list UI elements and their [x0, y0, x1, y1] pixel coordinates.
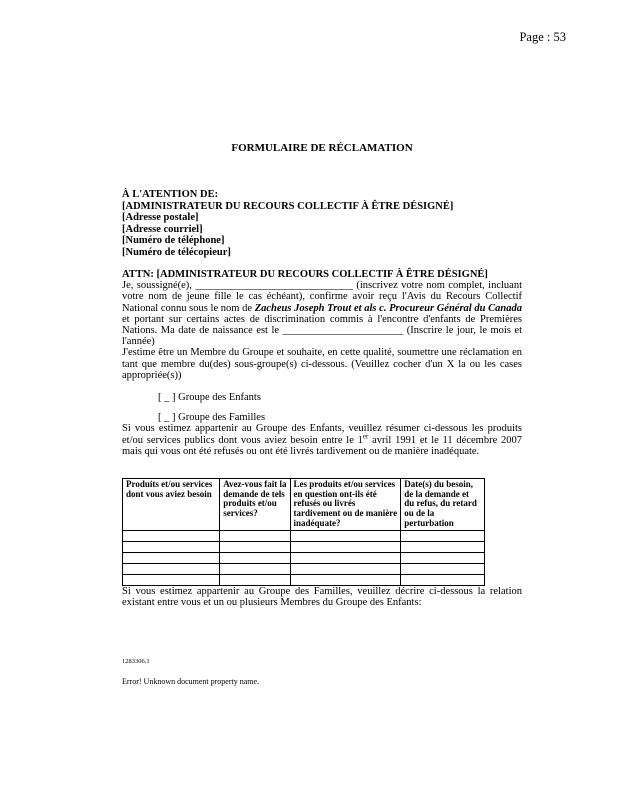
claims-table-empty-cell [401, 564, 485, 575]
identity-after-case-text: et portant sur certains actes de discrimination commis à l'encontre d'enfants de Premières Nations. Ma date de naissance est le [122, 313, 522, 336]
children-group-label: Groupe des Enfants [178, 391, 261, 403]
option-families-group [158, 412, 522, 423]
address-line-postal: [Adresse postale] [122, 212, 199, 224]
birthdate-hint: (Inscrire le jour, le mois et l'année) [122, 324, 522, 348]
ordinal-superscript: er [362, 432, 369, 441]
claims-table-header [123, 479, 485, 531]
address-line-phone: [Numéro de téléphone] [122, 235, 225, 247]
address-line-email: [Adresse courriel] [122, 223, 203, 235]
claims-table-empty-cell [123, 531, 220, 542]
attn-line: ATTN: [ADMINISTRATEUR DU RECOURS COLLECTIF À ÊTRE DÉSIGNÉ] [122, 268, 488, 280]
claims-table-empty-cell [123, 553, 220, 564]
page-content [122, 0, 522, 609]
identity-confirmation-text: (inscrivez votre nom complet, incluant votre nom de jeune fille le cas échéant), confirme avoir reçu l'Avis du Recours Collectif National connu sous le nom de [122, 280, 523, 314]
families-group-label: Groupe des Familles [178, 412, 266, 424]
attention-line: À L'ATENTION DE: [122, 189, 219, 200]
claims-table-empty-cell [123, 575, 220, 586]
claims-table-empty-cell [220, 564, 290, 575]
claims-table-empty-cell [123, 564, 220, 575]
claims-table-empty-cell [401, 575, 485, 586]
claims-table-header-row [123, 479, 485, 531]
claims-table-empty-row [123, 553, 485, 564]
children-paragraph-end: avril 1991 et le 11 décembre 2007 mais qui vous ont été refusés ou ont été livrés tardivement ou de manière inadéquate. [122, 434, 522, 457]
children-group-checkbox: [ _ ] [158, 391, 176, 403]
children-group-paragraph [122, 423, 522, 457]
form-title: FORMULAIRE DE RÉCLAMATION [231, 142, 413, 154]
address-block [122, 189, 522, 259]
identity-paragraph [122, 280, 522, 347]
claims-table-empty-row [123, 531, 485, 542]
claims-table-empty-cell [401, 542, 485, 553]
claims-table-empty-cell [123, 542, 220, 553]
claims-table-empty-cell [220, 542, 290, 553]
claims-table-empty-cell [401, 531, 485, 542]
claims-table-empty-cell [290, 553, 401, 564]
word-field-error-text: Error! Unknown document property name. [122, 677, 260, 686]
birthdate-blank: _______________________ [282, 324, 404, 336]
claims-table-empty-row [123, 542, 485, 553]
membership-paragraph: J'estime être un Membre du Groupe et souhaite, en cette qualité, soumettre une réclamation en tant que membre du(des) sous-groupe(s) ci-dessous. (Veuillez cocher d'un X la ou les cases appropriée(s)) [122, 347, 522, 381]
full-name-blank: ______________________________ [195, 280, 353, 292]
claims-table-empty-row [123, 575, 485, 586]
page-number-label: Page : 53 [519, 30, 566, 44]
claims-table-empty-cell [290, 531, 401, 542]
claims-table [122, 478, 485, 586]
column-header-dates: Date(s) du besoin, de la demande et du refus, du retard ou de la perturbation [401, 479, 485, 531]
claims-table-empty-cell [220, 553, 290, 564]
claims-table-empty-cell [220, 575, 290, 586]
identity-lead: Je, soussigné(e), [122, 280, 192, 292]
document-number: 1283306.1 [122, 658, 150, 665]
claims-table-body [123, 531, 485, 586]
claims-table-empty-row [123, 564, 485, 575]
claims-table-empty-cell [290, 575, 401, 586]
children-paragraph-start: Si vous estimez appartenir au Groupe des Enfants, veuillez résumer ci-dessous les produits et/ou services publics dont vous aviez besoin entre le 1 [122, 423, 522, 446]
families-group-checkbox: [ _ ] [158, 412, 176, 424]
column-header-products-needed: Produits et/ou services dont vous aviez besoin [123, 479, 220, 531]
case-name: Zacheus Joseph Trout et als c. Procureur Général du Canada [254, 302, 523, 314]
option-children-group [158, 392, 522, 403]
claims-table-empty-cell [401, 553, 485, 564]
address-line-administrator: [ADMINISTRATEUR DU RECOURS COLLECTIF À ÊTRE DÉSIGNÉ] [122, 200, 454, 212]
address-line-fax: [Numéro de télécopieur] [122, 246, 231, 258]
column-header-refused-or-delayed: Les produits et/ou services en question ont-ils été refusés ou livrés tardivement ou de manière inadéquate? [290, 479, 401, 531]
families-group-paragraph: Si vous estimez appartenir au Groupe des Familles, veuillez décrire ci-dessous la relation existant entre vous et un ou plusieurs Membres du Groupe des Enfants: [122, 586, 522, 609]
claims-table-empty-cell [220, 531, 290, 542]
claims-table-empty-cell [290, 564, 401, 575]
claims-table-empty-cell [290, 542, 401, 553]
column-header-request-made: Avez-vous fait la demande de tels produits et/ou services? [220, 479, 290, 531]
